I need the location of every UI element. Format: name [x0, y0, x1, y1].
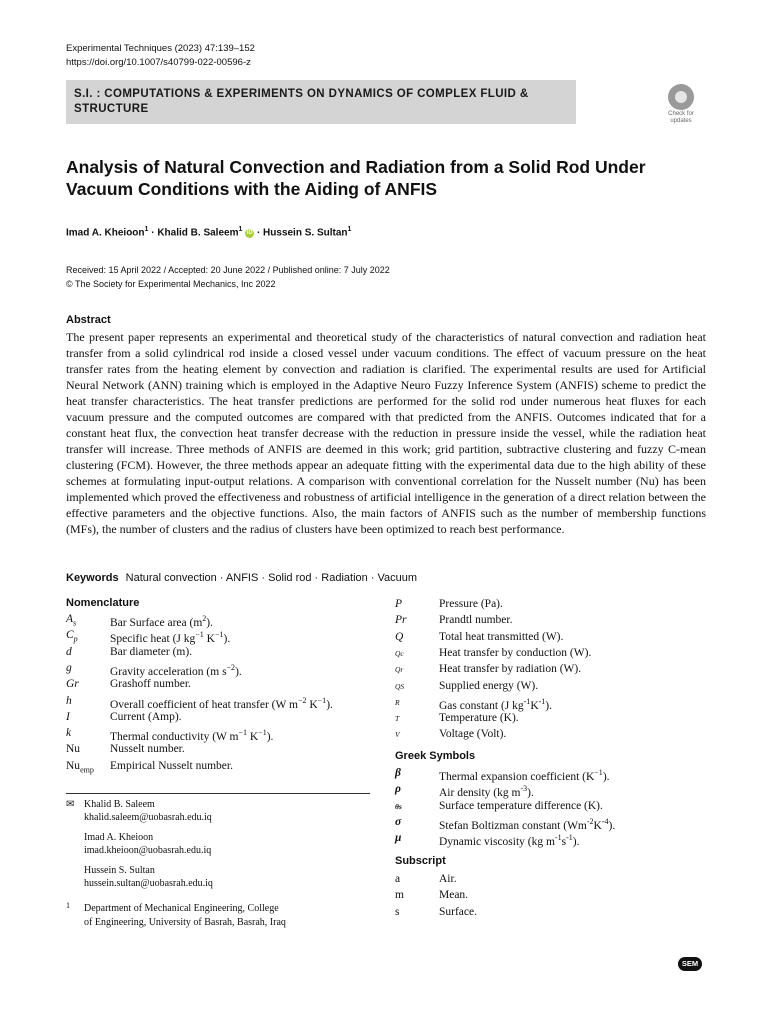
definition: Voltage (Volt).	[439, 728, 507, 741]
definition: Thermal expansion coefficient $(K^{-1})$.	[439, 768, 610, 783]
symbol: β	[395, 767, 401, 779]
author-name[interactable]: Imad A. Kheioon	[66, 227, 145, 239]
symbol: k	[66, 727, 72, 740]
definition: Air.	[439, 873, 457, 885]
symbol: m	[395, 889, 404, 902]
definition: Gas constant (J $kg^{-1}K^{-1}$).	[439, 696, 553, 712]
abstract-heading: Abstract	[66, 314, 111, 326]
doi-link[interactable]: https://doi.org/10.1007/s40799-022-00596-z	[66, 57, 251, 68]
symbol: T	[395, 714, 400, 724]
symbol: R	[395, 697, 400, 707]
symbol: s	[395, 905, 400, 918]
symbol: ρ	[395, 783, 401, 796]
definition: Surface.	[439, 905, 477, 918]
definition: Dynamic viscosity (kg $m^{-1}s^{-1}$).	[439, 833, 580, 849]
keywords-list: Natural convection · ANFIS · Solid rod · Radiation · Vacuum	[125, 572, 418, 584]
definition: Mean.	[439, 889, 469, 902]
journal-citation: Experimental Techniques (2023) 47:139–152	[66, 43, 255, 54]
definition: Specific heat (J $kg^{-1}$ $K^{-1}$).	[110, 630, 231, 646]
publisher-logo: SEM	[678, 957, 702, 971]
orcid-icon[interactable]: iD	[246, 230, 253, 237]
symbol: Qr	[395, 665, 404, 675]
affiliation-number: 1	[66, 901, 70, 910]
definition: Pressure (Pa).	[439, 598, 503, 610]
symbol: σ	[395, 815, 402, 828]
definition: Bar diameter (m).	[110, 645, 193, 658]
keywords	[66, 572, 417, 584]
definition: Heat transfer by radiation (W).	[439, 663, 582, 676]
symbol: QS	[395, 681, 405, 691]
envelope-icon: ✉	[66, 799, 75, 810]
symbol: $C_p$	[66, 629, 78, 644]
symbol: Q	[395, 630, 404, 643]
special-issue-banner	[66, 80, 576, 124]
contact-email[interactable]: khalid.saleem@uobasrah.edu.iq	[84, 812, 212, 823]
definition: Overall coefficient of heat transfer (W $m^{-2}$ $K^{-1}$).	[110, 695, 333, 711]
paper-title: Analysis of Natural Convection and Radiation from a Solid Rod Under Vacuum Conditions with the Aiding of ANFIS	[66, 157, 646, 199]
definition: Bar Surface area $(m^2)$.	[110, 614, 213, 629]
journal-header	[66, 42, 255, 70]
definition: Surface temperature difference (K).	[439, 799, 603, 812]
contact-name: Hussein S. Sultan	[84, 865, 155, 876]
author-name[interactable]: Khalid B. Saleem	[157, 227, 239, 239]
special-issue-title: S.I. : COMPUTATIONS & EXPERIMENTS ON DYNAMICS OF COMPLEX FLUID & STRUCTURE	[74, 88, 529, 115]
publication-dates: Received: 15 April 2022 / Accepted: 20 June 2022 / Published online: 7 July 2022 © The Society for Experimental Mechanics, Inc 2022	[66, 264, 390, 291]
definition: Current (Amp).	[110, 710, 182, 723]
symbol: μ	[395, 832, 402, 845]
symbol: P	[395, 598, 403, 610]
check-for-updates-badge[interactable]: Check for updates	[660, 82, 702, 124]
greek-symbols-heading: Greek Symbols	[395, 750, 476, 762]
symbol: θs	[395, 801, 402, 811]
subscript-heading: Subscript	[395, 855, 446, 867]
check-for-updates-icon	[668, 84, 694, 110]
symbol: Pr	[395, 614, 407, 627]
definition: Supplied energy (W).	[439, 679, 539, 692]
symbol: Nu	[66, 743, 81, 756]
copyright-notice: © The Society for Experimental Mechanics, Inc 2022	[66, 278, 276, 289]
symbol: h	[66, 694, 72, 707]
contact-email[interactable]: hussein.sultan@uobasrah.edu.iq	[84, 878, 213, 889]
corresponding-contacts	[66, 798, 366, 890]
definition: Gravity acceleration (m $s^{-2}$).	[110, 662, 242, 678]
symbol: Qc	[395, 648, 404, 658]
nomenclature-heading: Nomenclature	[66, 597, 140, 609]
symbol: g	[66, 661, 72, 674]
symbol: I	[66, 710, 70, 723]
contact-email[interactable]: imad.kheioon@uobasrah.edu.iq	[84, 845, 212, 856]
keywords-label: Keywords	[66, 572, 119, 584]
definition: Heat transfer by conduction (W).	[439, 646, 592, 659]
definition: Temperature (K).	[439, 712, 519, 725]
abstract-text: The present paper represents an experimental and theoretical study of the characteristics of natural convection and radiation heat transfer from a solid cylindrical rod inside a closed vessel under vacuum conditions. The effect of vacuum pressure on the heat transfer rates from the heating element by convection and radiation is clarified. The experimental results are used for Artificial Neural Network (ANN) training which is employed in the Adaptive Neuro Fuzzy Inference System (ANFIS) scheme to predict the heat transfer characteristics. The heat transfer predictions are performed for the solid rod under numerous heat fluxes for each vacuum pressure and the computed outcomes are compared with that predicted from the ANFIS. Outcomes indicated that for a constant heat flux, the convection heat transfer decrease with the reduction in pressure inside the vessel, while the radiation heat transfer will increase. Three methods of ANFIS are deemed in this work; grid partition, subtractive clustering and fuzzy C-mean clustering (FCM). However, the three methods appear an adequate fitting with the experimental data due to the high ability of these schemes at formulating input-output relations. A comparison with conventional correlation for the Nusselt number (Nu) has been implemented which proved the effectiveness and robustness of artificial intelligence in the generation of a direct relation between the effective parameters and the objective functions. Also, the main factors of ANFIS such as the number of membership functions (MFs), the number of clusters and the radius of clusters have been optimized to reach best performance.	[66, 330, 706, 536]
symbol: $A_s$	[66, 613, 77, 628]
contact-name: Imad A. Kheioon	[84, 832, 154, 843]
author-list: Imad A. Kheioon$^1$ · Khalid B. Saleem$^1$ iD · Hussein S. Sultan$^1$	[66, 226, 352, 239]
definition: Total heat transmitted (W).	[439, 630, 564, 643]
definition: Empirical Nusselt number.	[110, 759, 233, 772]
definition: Air density (kg $m^{-3}$).	[439, 784, 534, 800]
contact-name: Khalid B. Saleem	[84, 799, 155, 810]
symbol: $Nu_{emp}$	[66, 759, 94, 774]
symbol: a	[395, 873, 401, 885]
definition: Stefan Boltizman constant $(Wm^{-2}K^{-4})$.	[439, 816, 616, 832]
symbol: Gr	[66, 678, 79, 691]
author-name[interactable]: Hussein S. Sultan	[263, 227, 348, 239]
symbol: d	[66, 645, 72, 658]
definition: Grashoff number.	[110, 678, 191, 691]
affiliation: 1 Department of Mechanical Engineering, College of Engineering, University of Basrah, Basrah, Iraq	[66, 901, 286, 928]
definition: Nusselt number.	[110, 743, 185, 756]
footnote-divider	[66, 793, 370, 794]
symbol: V	[395, 730, 400, 740]
definition: Thermal conductivity (W $m^{-1}$ $K^{-1}$).	[110, 728, 274, 743]
definition: Prandtl number.	[439, 614, 513, 627]
